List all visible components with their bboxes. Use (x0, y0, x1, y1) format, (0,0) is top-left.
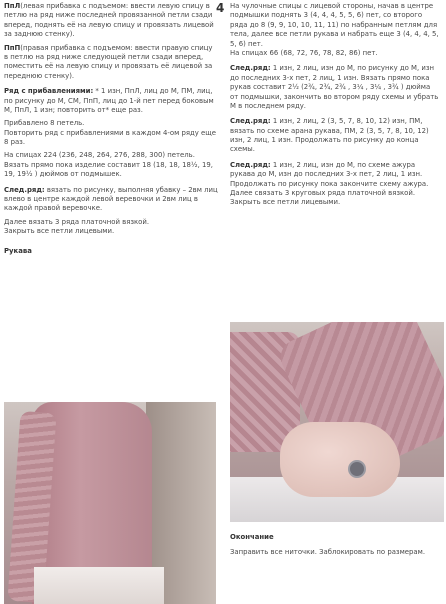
paragraph-needles: На спицах 224 (236, 248, 264, 276, 288, 300) петель. Вязать прямо пока изделие составит 18 (18, 18, 18½, 19, 19, 19½ ) дюймов от подмышек. (4, 151, 213, 179)
label-sleeve-row-3: След.ряд: (230, 160, 271, 169)
paragraph-ppp (4, 44, 218, 82)
term-ppp: ПпП (4, 43, 21, 52)
finishing-section (230, 533, 440, 562)
text-sleeve-row-1: 1 изн, 2 лиц, изн до М, по рисунку до М, изн до последних 3-х пет, 2 лиц, 1 изн. Вязать прямо пока рукав составит 2½ (2¾, 2¾, 2¾ , 3¼ , 3¼ , 3¾ ) дюймa от подмышки, закончить во втором ряду схемы и убрать М в последнем ряду. (230, 64, 439, 110)
paragraph-sleeve-row-3 (230, 161, 440, 208)
page-number: 4 (216, 1, 225, 15)
paragraph-garter: Далее вязать 3 ряда платочной вязкой. (4, 217, 150, 226)
label-sleeve-row-2: След.ряд: (230, 117, 271, 126)
label-sleeve-row-1: След.ряд: (230, 64, 271, 73)
text-increase-row: * 1 изн, ПпЛ, лиц до М, ПМ, лиц, по рисунку до М, СМ, ПпП, лиц до 1-й пет перед боковым М, ПпЛ, 1 изн; повторить от* еще раз. (4, 87, 214, 114)
label-increase-row: Ряд с прибавлениями: (4, 87, 94, 96)
paragraph-close: Закрыть все петли лицевыми. (4, 227, 115, 236)
photo-ring (348, 460, 366, 478)
heading-sleeves: Рукава (4, 246, 32, 255)
text-next-row: вязать по рисунку, выполняя убавку – 2вм лиц влево в центре каждой левой веревочки и 2вм лиц в каждой правой веревочке. (4, 185, 218, 213)
right-column (230, 2, 440, 212)
text-sleeve-row-2: 1 изн, 2 лиц, 2 (3, 5, 7, 8, 10, 12) изн, ПМ, вязать по схеме арана рукава, ПМ, 2 (3, 5, 7, 8, 10, 12) изн, 2 лиц, 1 изн. Продолжать по рисунку до конца схемы. (230, 117, 429, 154)
paragraph-ppl (4, 2, 218, 40)
definition-ppp: (правая прибавка с подъемом: ввести правую спицу в петлю на ряд ниже следующей петли сзади вперед, поместить её на левую спицу и провязать её лицевой за переднюю стенку). (4, 43, 213, 80)
paragraph-sleeve-row-2 (230, 117, 440, 155)
paragraph-increase-row (4, 87, 218, 115)
left-column (4, 2, 218, 262)
paragraph-stitch-count: На спицах 66 (68, 72, 76, 78, 82, 86) пет. (230, 48, 378, 57)
heading-finishing: Окончание (230, 533, 274, 541)
photo-sweater-model (4, 402, 216, 604)
paragraph-finishing: Заправить все ниточки. Заблокировать по размерам. (230, 548, 426, 557)
paragraph-repeat: Повторить ряд с прибавлениями в каждом 4-ом ряду еще 8 раз. (4, 128, 216, 147)
text-sleeve-row-3: 1 изн, 2 лиц, изн до М, по схеме ажура рукава до М, изн до последних 3-х пет, 2 лиц, 1 изн. Продолжать по рисунку пока закончите схему ажура. Далее связать 3 круговых ряда платочной вязкой. Закрыть все петли лицевыми. (230, 160, 429, 207)
photo-skirt (34, 567, 164, 604)
paragraph-added: Прибавлено 8 петель. (4, 119, 85, 128)
definition-ppl: (левая прибавка с подъемом: ввести левую спицу в петлю на ряд ниже последней провязанной петли сзади вперед, поднять её на левую спицу и провязать лицевой за заднюю стенку). (4, 2, 214, 39)
paragraph-next-row (4, 186, 218, 214)
label-next-row: След.ряд: (4, 185, 45, 194)
paragraph-sleeve-row-1 (230, 64, 440, 111)
photo-sleeve-detail (230, 322, 444, 522)
photo-hand (280, 422, 400, 497)
term-ppl: ПпЛ (4, 2, 21, 10)
paragraph-pickup: На чулочные спицы с лицевой стороны, начав в центре подмышки поднять 3 (4, 4, 4, 5, 5, 6) пет, со второго ряда до 8 (9, 9, 10, 10, 11, 11) по набранным петлям для тела, далее все петли рукава и набрать еще 3 (4, 4, 4, 5, 5, 6) пет. (230, 2, 439, 48)
